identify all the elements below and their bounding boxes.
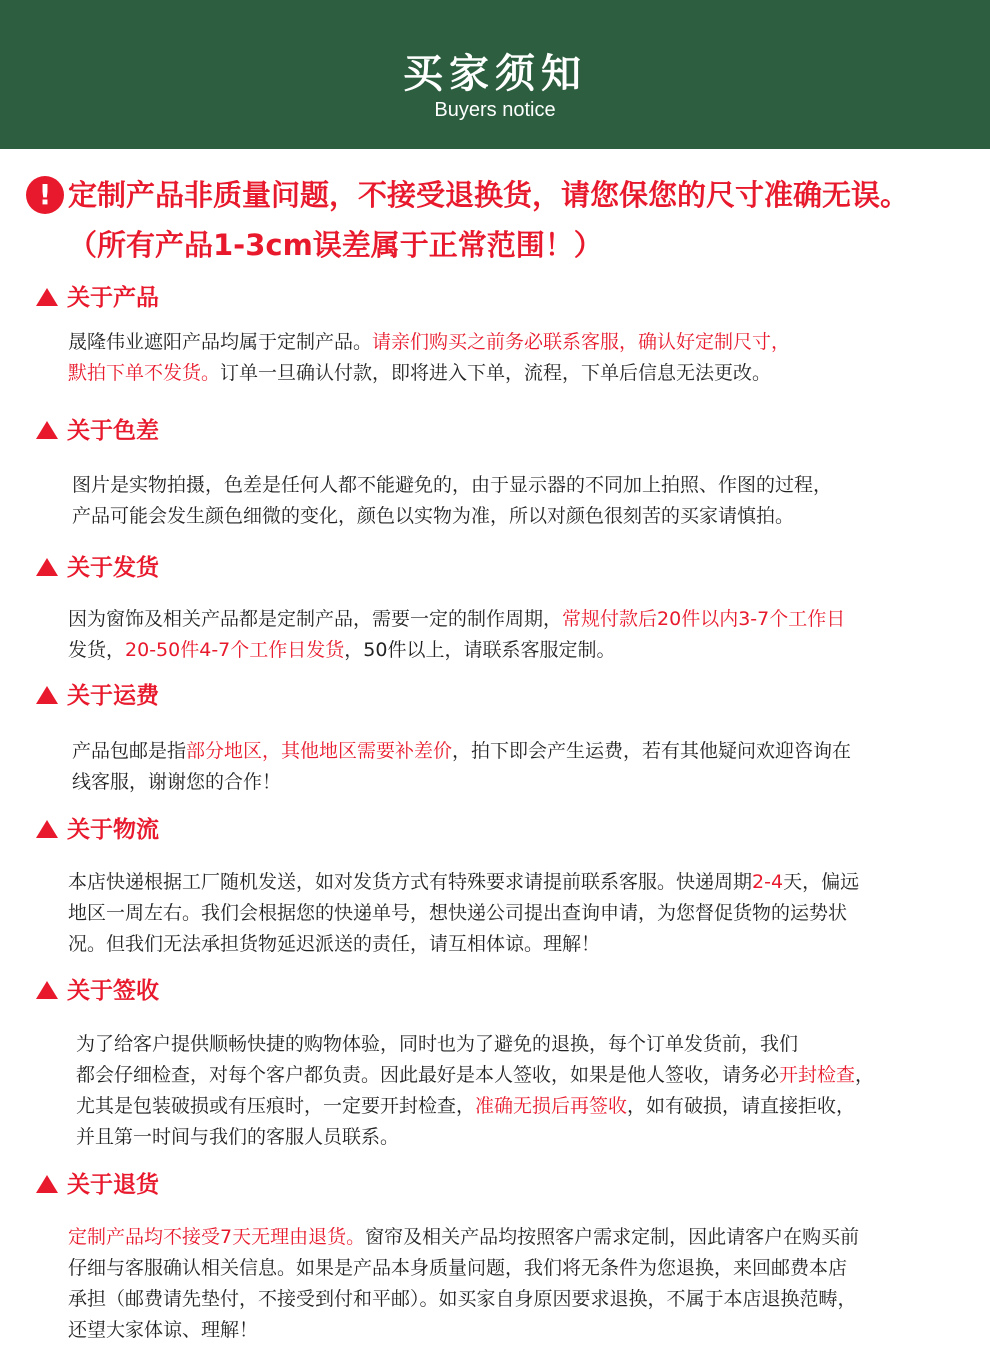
triangle-bullet-icon bbox=[36, 558, 58, 576]
text-span: 都会仔细检查，对每个客户都负责。因此最好是本人签收，如果是他人签收，请务必 bbox=[76, 1064, 780, 1086]
exclamation-icon: ! bbox=[26, 176, 64, 214]
text-span: 图片是实物拍摄，色差是任何人都不能避免的，由于显示器的不同加上拍照、作图的过程， bbox=[72, 474, 833, 496]
section-title: 关于签收 bbox=[67, 978, 159, 1004]
text-span: 线客服，谢谢您的合作！ bbox=[72, 771, 282, 793]
text-span: 为了给客户提供顺畅快捷的购物体验，同时也为了避免的退换，每个订单发货前，我们 bbox=[76, 1033, 799, 1055]
triangle-bullet-icon bbox=[36, 820, 58, 838]
text-span: 地区一周左右。我们会根据您的快递单号，想快递公司提出查询申请，为您督促货物的运势状 bbox=[68, 902, 848, 924]
triangle-bullet-icon bbox=[36, 686, 58, 704]
text-span: 订单一旦确认付款，即将进入下单，流程，下单后信息无法更改。 bbox=[220, 362, 772, 384]
section-returns bbox=[36, 1170, 860, 1341]
section-body bbox=[68, 1222, 948, 1346]
triangle-bullet-icon bbox=[36, 421, 58, 439]
highlight-text: 请亲们购买之前务必联系客服，确认好定制尺寸， bbox=[372, 331, 791, 353]
text-span: 晟隆伟业遮阳产品均属于定制产品。 bbox=[68, 331, 373, 353]
triangle-bullet-icon bbox=[36, 981, 58, 999]
text-span: 产品可能会发生颜色细微的变化，颜色以实物为准，所以对颜色很刻苦的买家请慎拍。 bbox=[72, 505, 795, 527]
section-title: 关于产品 bbox=[67, 285, 159, 311]
text-span: 仔细与客服确认相关信息。如果是产品本身质量问题，我们将无条件为您退换，来回邮费本店 bbox=[68, 1257, 848, 1279]
section-heading bbox=[36, 1170, 159, 1200]
section-heading bbox=[36, 416, 159, 446]
page-subtitle: Buyers notice bbox=[434, 99, 556, 121]
triangle-bullet-icon bbox=[36, 1175, 58, 1193]
text-span: 发货， bbox=[68, 639, 126, 661]
text-span: 尤其是包装破损或有压痕时，一定要开封检查， bbox=[76, 1095, 476, 1117]
highlight-text: 20-50件4-7个工作日发货 bbox=[125, 639, 345, 661]
text-span: ， bbox=[855, 1064, 875, 1086]
section-heading bbox=[36, 815, 159, 845]
text-span: 本店快递根据工厂随机发送，如对发货方式有特殊要求请提前联系客服。快递周期 bbox=[68, 871, 753, 893]
header-banner bbox=[0, 0, 990, 149]
section-body bbox=[68, 327, 948, 389]
section-title: 关于发货 bbox=[67, 555, 159, 581]
section-logistics bbox=[36, 815, 860, 955]
highlight-text: 准确无损后再签收 bbox=[475, 1095, 628, 1117]
section-body bbox=[72, 736, 952, 798]
text-span: 因为窗饰及相关产品都是定制产品，需要一定的制作周期， bbox=[68, 608, 563, 630]
section-body bbox=[76, 1029, 956, 1153]
page-title: 买家须知 bbox=[403, 51, 587, 97]
section-heading bbox=[36, 553, 159, 583]
warning-line-1: 定制产品非质量问题，不接受退换货，请您保您的尺寸准确无误。 bbox=[68, 178, 910, 212]
section-heading bbox=[36, 976, 159, 1006]
highlight-text: 默拍下单不发货。 bbox=[68, 362, 221, 384]
section-heading bbox=[36, 681, 159, 711]
section-shipping bbox=[36, 553, 846, 661]
text-span: 产品包邮是指 bbox=[72, 740, 187, 762]
section-color bbox=[36, 416, 833, 527]
highlight-text: 2-4 bbox=[752, 871, 784, 893]
text-span: ，拍下即会产生运费，若有其他疑问欢迎咨询在 bbox=[452, 740, 852, 762]
highlight-text: 定制产品均不接受7天无理由退货。 bbox=[68, 1226, 366, 1248]
section-title: 关于物流 bbox=[67, 817, 159, 843]
section-freight bbox=[36, 681, 852, 793]
section-receipt bbox=[36, 976, 875, 1148]
section-title: 关于退货 bbox=[67, 1172, 159, 1198]
text-span: 还望大家体谅、理解！ bbox=[68, 1319, 259, 1341]
text-span: 承担（邮费请先垫付，不接受到付和平邮）。如买家自身原因要求退换，不属于本店退换范畴， bbox=[68, 1288, 857, 1310]
text-span: 窗帘及相关产品均按照客户需求定制，因此请客户在购买前 bbox=[365, 1226, 860, 1248]
highlight-text: 常规付款后20件以内3-7个工作日 bbox=[562, 608, 846, 630]
highlight-text: 部分地区，其他地区需要补差价 bbox=[186, 740, 453, 762]
section-body bbox=[68, 604, 948, 666]
section-heading bbox=[36, 283, 159, 313]
section-body bbox=[72, 470, 952, 532]
triangle-bullet-icon bbox=[36, 288, 58, 306]
section-product bbox=[36, 283, 791, 384]
text-span: 并且第一时间与我们的客服人员联系。 bbox=[76, 1126, 400, 1148]
section-title: 关于运费 bbox=[67, 683, 159, 709]
text-span: 况。但我们无法承担货物延迟派送的责任，请互相体谅。理解！ bbox=[68, 933, 601, 955]
section-body bbox=[68, 867, 948, 960]
text-span: ，50件以上，请联系客服定制。 bbox=[344, 639, 616, 661]
warning-line-2: （所有产品1-3cm误差属于正常范围！） bbox=[68, 228, 603, 262]
text-span: ，如有破损，请直接拒收， bbox=[627, 1095, 856, 1117]
section-title: 关于色差 bbox=[67, 418, 159, 444]
text-span: 天，偏远 bbox=[783, 871, 860, 893]
highlight-text: 开封检查 bbox=[779, 1064, 856, 1086]
